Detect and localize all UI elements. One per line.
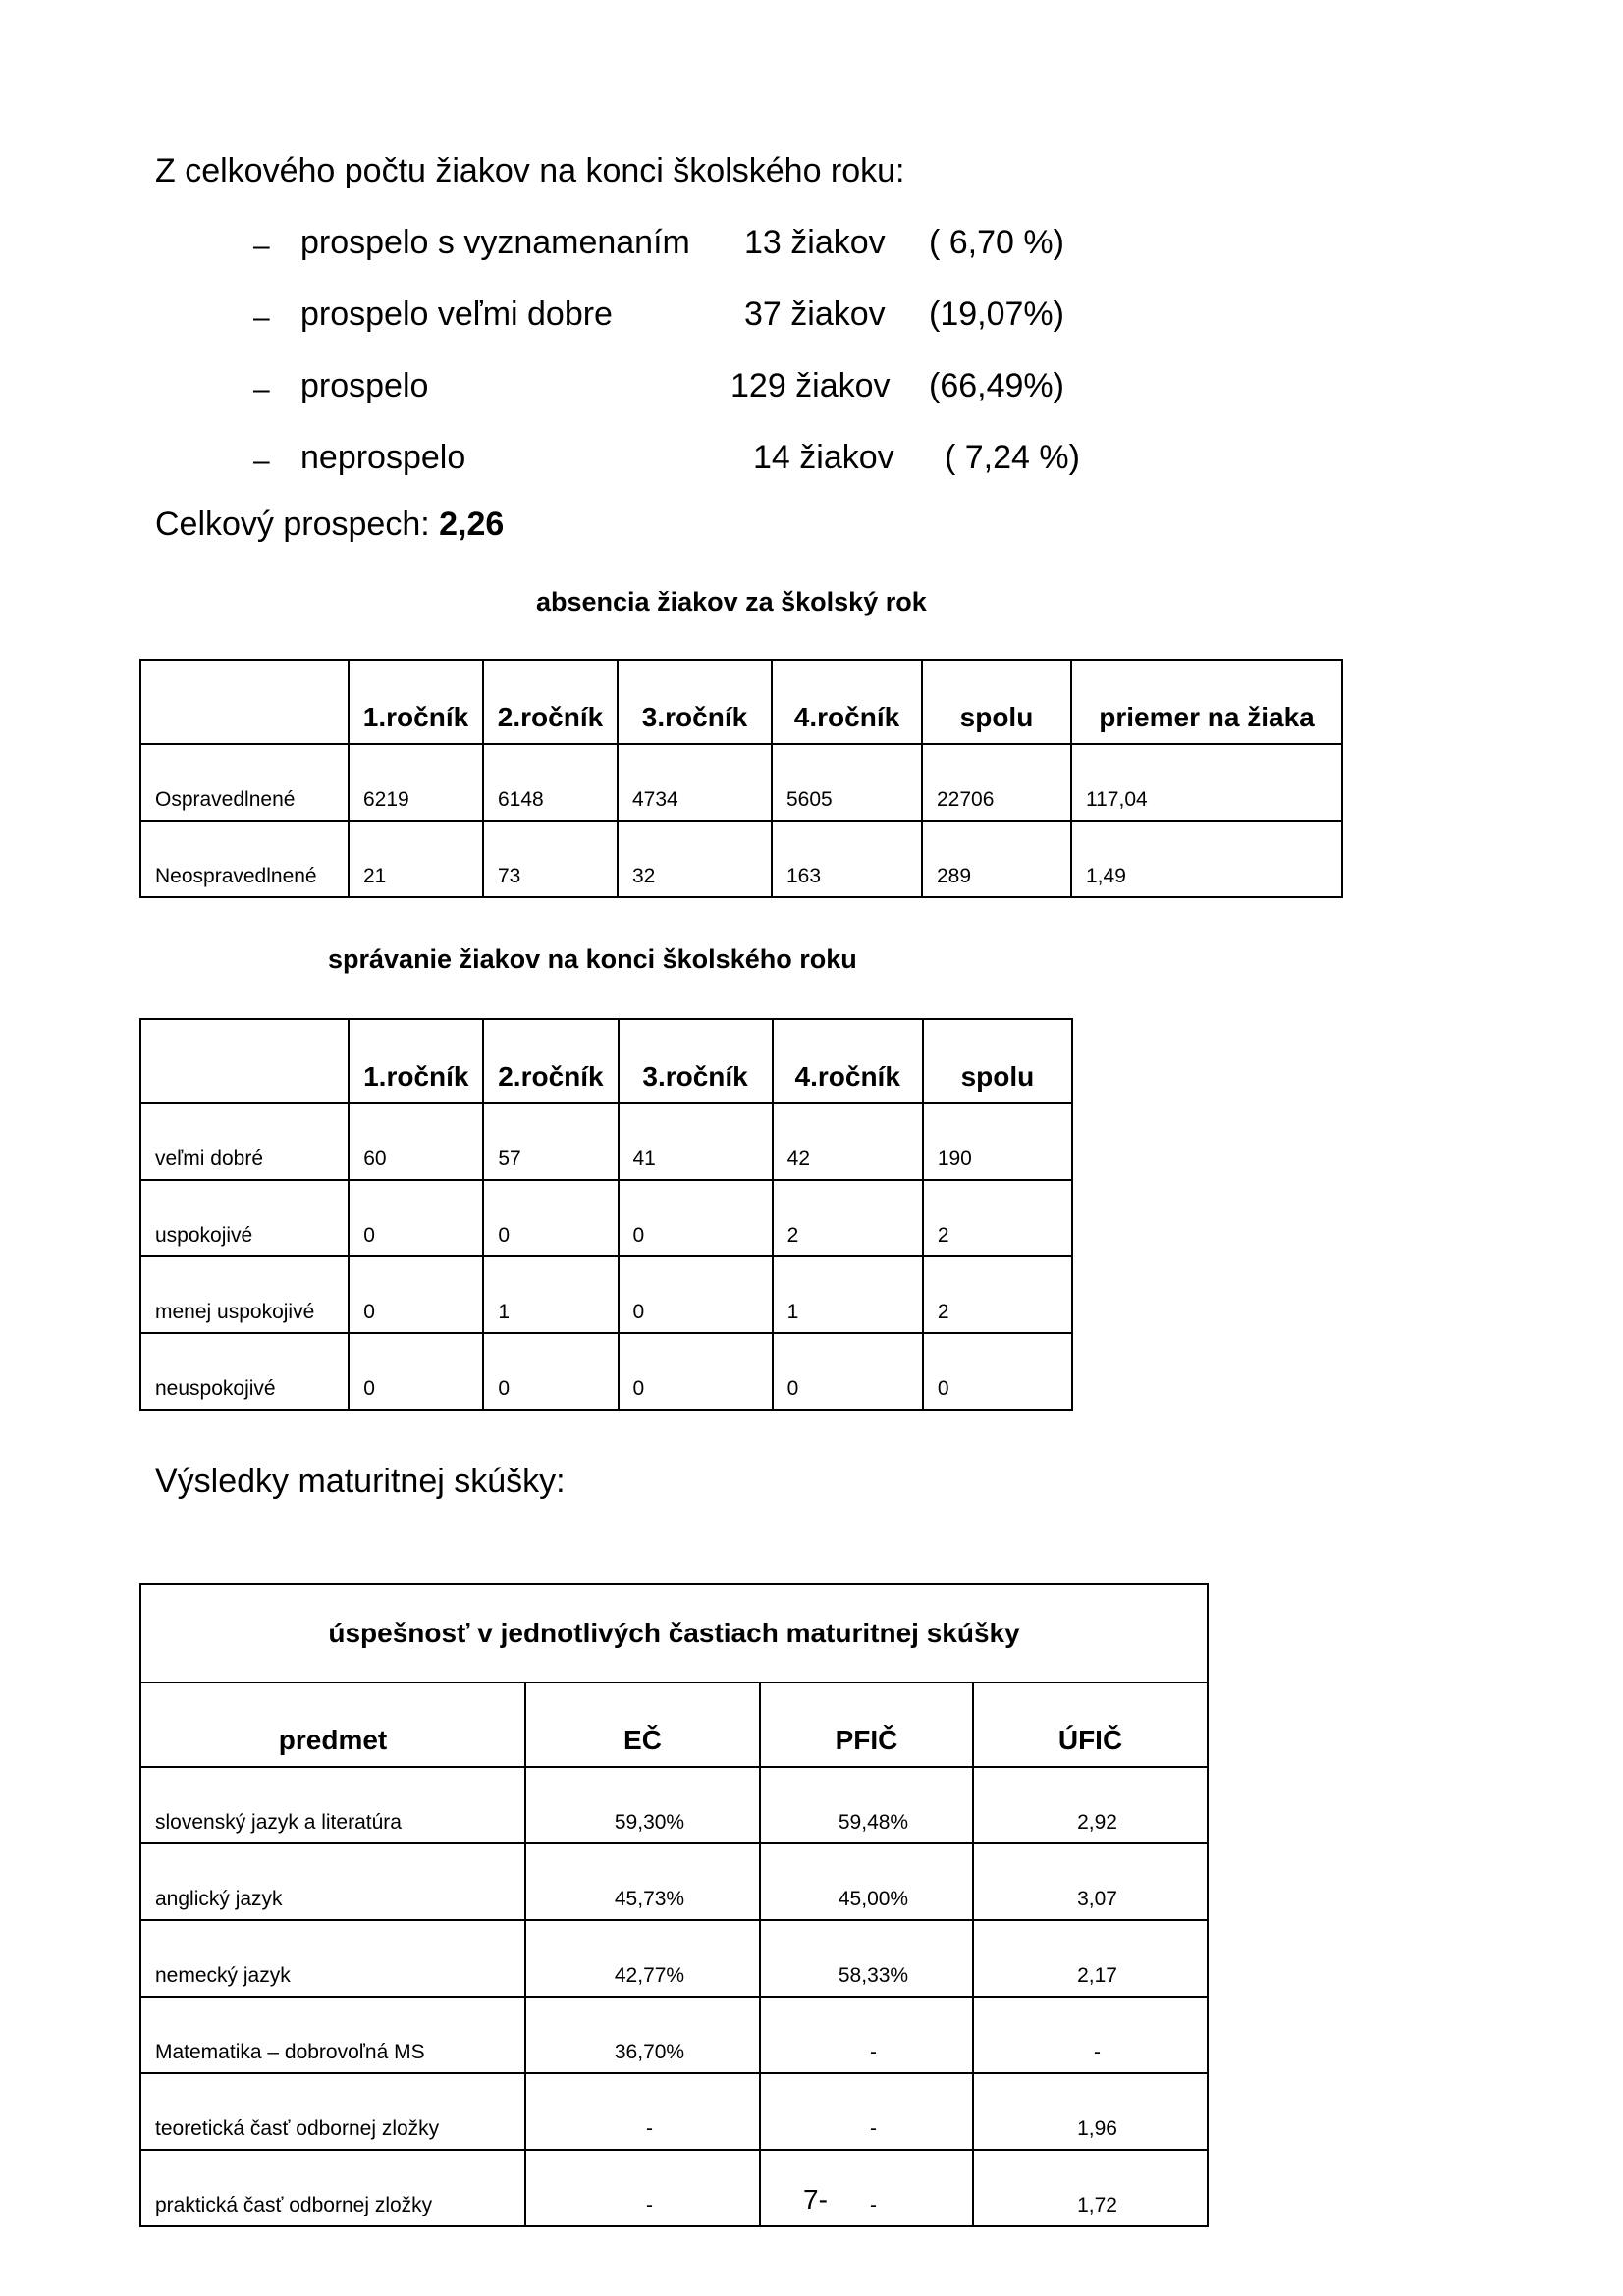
result-percent: ( 7,24 %) bbox=[945, 439, 1080, 476]
table-cell: 45,73% bbox=[525, 1843, 760, 1920]
table-row bbox=[140, 1997, 1208, 2073]
table-row bbox=[140, 2073, 1208, 2150]
exam-table bbox=[139, 1583, 1209, 2227]
header-cell bbox=[140, 1019, 349, 1103]
result-label: prospelo bbox=[300, 367, 429, 404]
table-cell: 58,33% bbox=[760, 1920, 973, 1997]
table-cell: 0 bbox=[483, 1180, 618, 1256]
exam-table-title: úspešnosť v jednotlivých častiach maturitnej skúšky bbox=[140, 1584, 1208, 1682]
table-cell: 0 bbox=[349, 1333, 483, 1410]
table-cell: 60 bbox=[349, 1103, 483, 1180]
table-cell: 1,96 bbox=[973, 2073, 1208, 2150]
row-label: Neospravedlnené bbox=[140, 821, 349, 897]
result-label: prospelo veľmi dobre bbox=[300, 295, 613, 333]
table-cell: 0 bbox=[483, 1333, 618, 1410]
table-cell: - bbox=[973, 1997, 1208, 2073]
table-cell: 6219 bbox=[349, 744, 483, 821]
header-cell: 4.ročník bbox=[772, 660, 922, 744]
table-cell: 0 bbox=[349, 1256, 483, 1333]
header-cell: 3.ročník bbox=[618, 660, 772, 744]
subject-cell: teoretická časť odbornej zložky bbox=[140, 2073, 525, 2150]
table-cell: 57 bbox=[483, 1103, 618, 1180]
table-cell: 36,70% bbox=[525, 1997, 760, 2073]
table-cell: 42,77% bbox=[525, 1920, 760, 1997]
table-cell: 0 bbox=[349, 1180, 483, 1256]
table-cell: 117,04 bbox=[1071, 744, 1342, 821]
table-cell: 163 bbox=[772, 821, 922, 897]
result-label: neprospelo bbox=[300, 439, 466, 476]
bullet-dash: – bbox=[253, 373, 270, 405]
table-cell: 45,00% bbox=[760, 1843, 973, 1920]
bullet-dash: – bbox=[253, 230, 270, 262]
header-cell: 3.ročník bbox=[619, 1019, 773, 1103]
header-cell: 2.ročník bbox=[483, 1019, 618, 1103]
header-cell: spolu bbox=[922, 660, 1071, 744]
row-label: veľmi dobré bbox=[140, 1103, 349, 1180]
table-cell: 1,72 bbox=[973, 2150, 1208, 2226]
result-count: 129 žiakov bbox=[730, 367, 891, 404]
table-cell: 4734 bbox=[618, 744, 772, 821]
table-cell: 1 bbox=[773, 1256, 923, 1333]
bullet-dash: – bbox=[253, 301, 270, 334]
header-cell bbox=[140, 660, 349, 744]
table-cell: 0 bbox=[619, 1180, 773, 1256]
table-cell: 2 bbox=[923, 1256, 1072, 1333]
table-cell: 59,30% bbox=[525, 1767, 760, 1843]
exam-heading: Výsledky maturitnej skúšky: bbox=[155, 1463, 566, 1500]
table-title-row bbox=[140, 1584, 1208, 1682]
table-cell: 5605 bbox=[772, 744, 922, 821]
table-cell: 21 bbox=[349, 821, 483, 897]
header-cell: predmet bbox=[140, 1682, 525, 1767]
table-cell: 190 bbox=[923, 1103, 1072, 1180]
absence-table bbox=[139, 659, 1343, 898]
table-cell: - bbox=[760, 1997, 973, 2073]
row-label: neuspokojivé bbox=[140, 1333, 349, 1410]
intro-heading: Z celkového počtu žiakov na konci školského roku: bbox=[155, 152, 905, 189]
table-cell: - bbox=[525, 2150, 760, 2226]
row-label: menej uspokojivé bbox=[140, 1256, 349, 1333]
table-cell: 2 bbox=[773, 1180, 923, 1256]
behavior-table bbox=[139, 1018, 1073, 1411]
row-label: Ospravedlnené bbox=[140, 744, 349, 821]
header-cell: priemer na žiaka bbox=[1071, 660, 1342, 744]
table-cell: 2 bbox=[923, 1180, 1072, 1256]
subject-cell: anglický jazyk bbox=[140, 1843, 525, 1920]
table-cell: 42 bbox=[773, 1103, 923, 1180]
table-row bbox=[140, 821, 1342, 897]
table-cell: 0 bbox=[619, 1256, 773, 1333]
table-cell: 1,49 bbox=[1071, 821, 1342, 897]
table-cell: 0 bbox=[923, 1333, 1072, 1410]
header-cell: spolu bbox=[923, 1019, 1072, 1103]
subject-cell: praktická časť odbornej zložky bbox=[140, 2150, 525, 2226]
result-count: 13 žiakov bbox=[744, 224, 886, 261]
header-cell: 1.ročník bbox=[349, 1019, 483, 1103]
result-count: 37 žiakov bbox=[744, 295, 886, 333]
table-cell: 73 bbox=[483, 821, 618, 897]
header-cell: PFIČ bbox=[760, 1682, 973, 1767]
table-row bbox=[140, 1767, 1208, 1843]
header-cell: ÚFIČ bbox=[973, 1682, 1208, 1767]
header-cell: 4.ročník bbox=[773, 1019, 923, 1103]
table-cell: 2,17 bbox=[973, 1920, 1208, 1997]
table-cell: 32 bbox=[618, 821, 772, 897]
table-row bbox=[140, 1103, 1072, 1180]
table-header-row bbox=[140, 1019, 1072, 1103]
header-cell: EČ bbox=[525, 1682, 760, 1767]
table-cell: 22706 bbox=[922, 744, 1071, 821]
table-cell: - bbox=[760, 2073, 973, 2150]
table-cell: 1 bbox=[483, 1256, 618, 1333]
table-cell: 3,07 bbox=[973, 1843, 1208, 1920]
subject-cell: Matematika – dobrovoľná MS bbox=[140, 1997, 525, 2073]
header-cell: 1.ročník bbox=[349, 660, 483, 744]
table-cell: 6148 bbox=[483, 744, 618, 821]
overall-label: Celkový prospech: bbox=[155, 506, 430, 543]
overall-value: 2,26 bbox=[439, 506, 505, 543]
bullet-dash: – bbox=[253, 445, 270, 477]
table-cell: 2,92 bbox=[973, 1767, 1208, 1843]
table-row bbox=[140, 1920, 1208, 1997]
subject-cell: nemecký jazyk bbox=[140, 1920, 525, 1997]
subject-cell: slovenský jazyk a literatúra bbox=[140, 1767, 525, 1843]
result-count: 14 žiakov bbox=[753, 439, 894, 476]
table-cell: 0 bbox=[773, 1333, 923, 1410]
table-row bbox=[140, 1256, 1072, 1333]
table-row bbox=[140, 1843, 1208, 1920]
result-percent: ( 6,70 %) bbox=[929, 224, 1064, 261]
row-label: uspokojivé bbox=[140, 1180, 349, 1256]
page-number: 7- bbox=[803, 2184, 828, 2215]
behavior-caption: správanie žiakov na konci školského roku bbox=[328, 944, 857, 974]
table-cell: 59,48% bbox=[760, 1767, 973, 1843]
table-header-row bbox=[140, 1682, 1208, 1767]
result-percent: (66,49%) bbox=[929, 367, 1064, 404]
result-percent: (19,07%) bbox=[929, 295, 1064, 333]
table-cell: - bbox=[525, 2073, 760, 2150]
table-row bbox=[140, 744, 1342, 821]
absence-caption: absencia žiakov za školský rok bbox=[536, 587, 927, 616]
table-cell: 289 bbox=[922, 821, 1071, 897]
table-row bbox=[140, 1333, 1072, 1410]
table-row bbox=[140, 1180, 1072, 1256]
result-label: prospelo s vyznamenaním bbox=[300, 224, 690, 261]
overall-grade bbox=[155, 506, 504, 544]
header-cell: 2.ročník bbox=[483, 660, 618, 744]
table-cell: 41 bbox=[619, 1103, 773, 1180]
table-cell: - bbox=[760, 2150, 973, 2226]
table-row bbox=[140, 2150, 1208, 2226]
table-cell: 0 bbox=[619, 1333, 773, 1410]
table-header-row bbox=[140, 660, 1342, 744]
